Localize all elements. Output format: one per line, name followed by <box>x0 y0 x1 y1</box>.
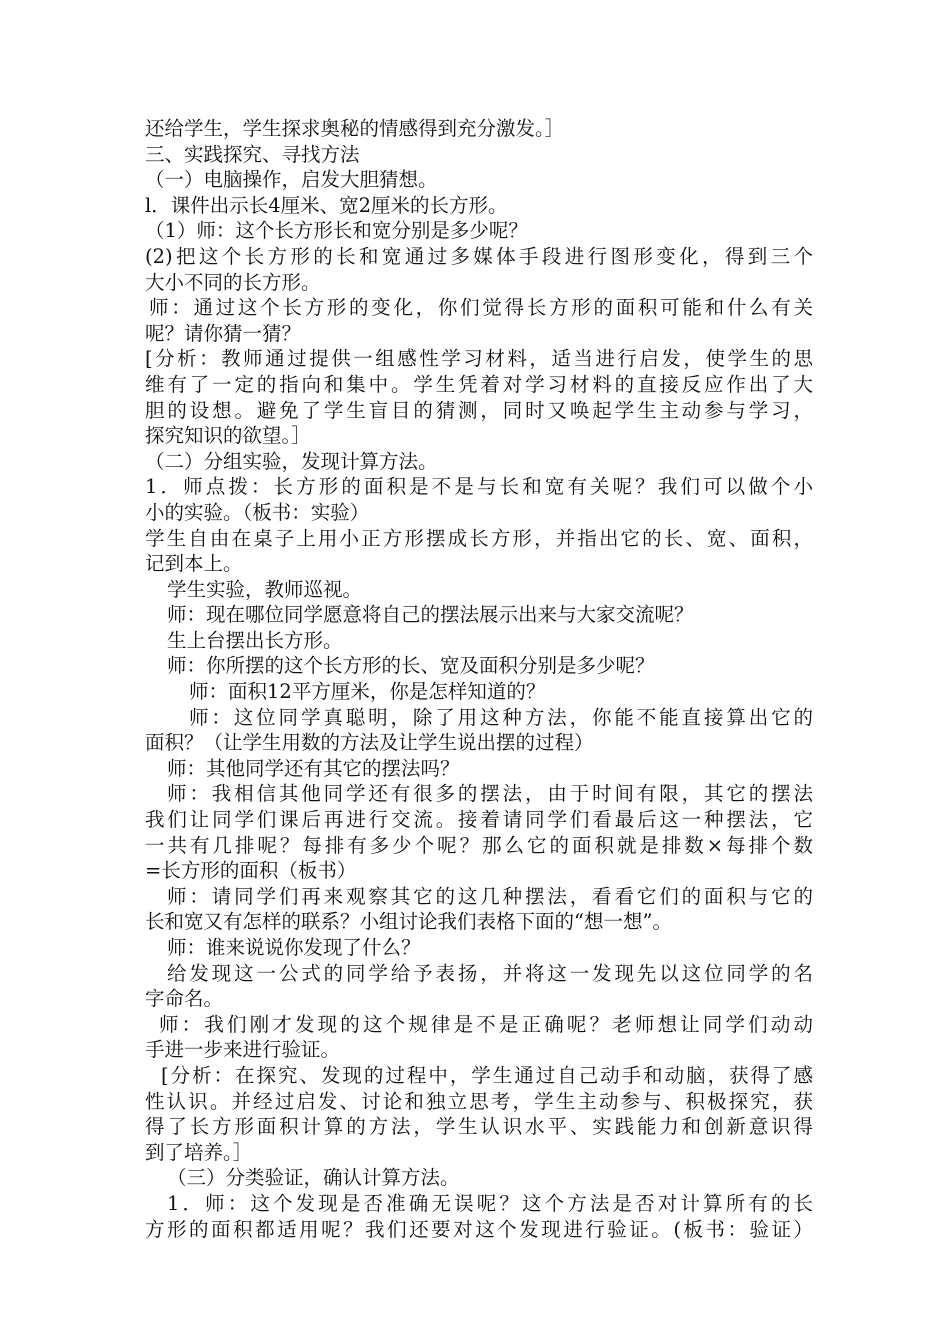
text-line: 手进一步来进行验证。 <box>145 1038 341 1062</box>
subsection-heading: （二）分组实验，发现计算方法。 <box>145 449 438 473</box>
text-line: 师：面积12平方厘米，你是怎样知道的？ <box>189 680 546 704</box>
text-line: 师：我相信其他同学还有很多的摆法，由于时间有限，其它的摆法 <box>167 782 813 806</box>
text-line: 大小不同的长方形。 <box>145 270 321 294</box>
analysis-line: 胆的设想。避免了学生盲目的猜测，同时又唤起学生主动参与学习， <box>145 398 813 422</box>
text-line: 记到本上。 <box>145 552 243 576</box>
text-line: (2)把这个长方形的长和宽通过多媒体手段进行图形变化，得到三个 <box>145 244 813 268</box>
text-line: 生上台摆出长方形。 <box>167 628 343 652</box>
text-line: 一共有几排呢？每排有多少个呢？那么它的面积就是排数×每排个数 <box>145 833 813 857</box>
text-line: 学生自由在桌子上用小正方形摆成长方形，并指出它的长、宽、面积， <box>145 526 813 550</box>
text-line: 还给学生，学生探求奥秘的情感得到充分激发。］ <box>145 117 565 140</box>
text-line: 师：我们刚才发现的这个规律是不是正确呢？老师想让同学们动动 <box>159 1012 813 1036</box>
text-line: 师：谁来说说你发现了什么？ <box>167 936 421 959</box>
text-line: 师：你所摆的这个长方形的长、宽及面积分别是多少呢？ <box>167 654 655 678</box>
text-line: 方形的面积都适用呢？我们还要对这个发现进行验证。(板书：验证） <box>145 1217 813 1241</box>
analysis-line: [分析：在探究、发现的过程中，学生通过自己动手和动脑，获得了感 <box>161 1063 813 1087</box>
text-line: 师：请同学们再来观察其它的这几种摆法，看看它们的面积与它的 <box>167 884 813 908</box>
text-line: 师：通过这个长方形的变化，你们觉得长方形的面积可能和什么有关 <box>149 296 813 320</box>
analysis-line: 得了长方形面积计算的方法，学生认识水平、实践能力和创新意识得 <box>145 1115 813 1139</box>
text-line: 字命名。 <box>145 987 224 1011</box>
text-line: 1．师点拨：长方形的面积是不是与长和宽有关呢？我们可以做个小 <box>145 475 813 499</box>
subsection-heading: （三）分类验证，确认计算方法。 <box>167 1166 460 1190</box>
text-line: 长和宽又有怎样的联系？小组讨论我们表格下面的“想一想”。 <box>145 910 672 934</box>
text-line: 1．师：这个发现是否准确无误呢？这个方法是否对计算所有的长 <box>167 1191 813 1215</box>
text-line: l．课件出示长4厘米、宽2厘米的长方形。 <box>145 193 508 217</box>
section-heading: 三、实践探究、寻找方法 <box>145 142 360 166</box>
text-line: 给发现这一公式的同学给予表扬，并将这一发现先以这位同学的名 <box>167 961 813 985</box>
text-line: 师：这位同学真聪明，除了用这种方法，你能不能直接算出它的 <box>189 705 813 729</box>
text-line: =长方形的面积（板书） <box>145 859 357 883</box>
text-line: 学生实验，教师巡视。 <box>167 577 363 601</box>
subsection-heading: （一）电脑操作，启发大胆猜想。 <box>145 168 438 192</box>
text-line: （1）师：这个长方形长和宽分别是多少呢？ <box>145 219 528 243</box>
analysis-line: 到了培养。］ <box>145 1140 253 1164</box>
analysis-line: 性认识。并经过启发、讨论和独立思考，学生主动参与、积极探究，获 <box>145 1089 813 1113</box>
analysis-line: [分析：教师通过提供一组感性学习材料，适当进行启发，使学生的思 <box>145 347 813 371</box>
text-line: 师：现在哪位同学愿意将自己的摆法展示出来与大家交流呢？ <box>167 603 694 627</box>
analysis-line: 探究知识的欲望。］ <box>145 424 311 448</box>
analysis-line: 维有了一定的指向和集中。学生凭着对学习材料的直接反应作出了大 <box>145 372 813 396</box>
text-line: 我们让同学们课后再进行交流。接着请同学们看最后这一种摆法，它 <box>145 808 813 832</box>
text-line: 师：其他同学还有其它的摆法吗？ <box>167 756 460 780</box>
document-page <box>145 116 813 1242</box>
text-line: 面积？（让学生用数的方法及让学生说出摆的过程） <box>145 731 594 755</box>
text-line: 小的实验。（板书：实验） <box>145 500 370 524</box>
text-line: 呢？请你猜一猜？ <box>145 321 302 345</box>
